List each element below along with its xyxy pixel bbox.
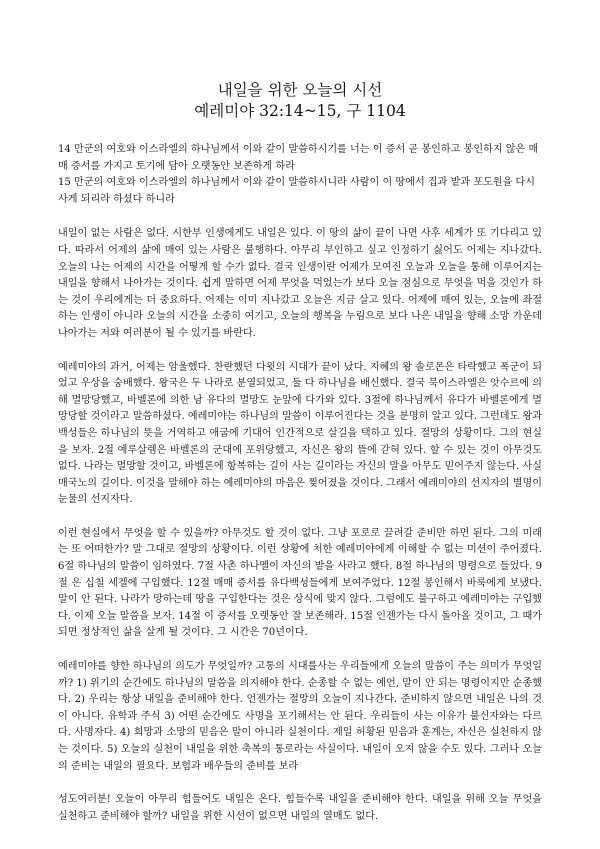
paragraph-5: 성도여러분! 오늘이 아무리 힘들어도 내일은 온다. 힘들수록 내일을 준비해야 한다. 내일을 위해 오늘 무엇을 실천하고 준비해야 할까? 내일을 위한 시선이 없으면 내일의 열매도 없다. <box>58 794 542 822</box>
paragraph-3: 이런 현실에서 무엇을 할 수 있을까? 아무것도 할 것이 없다. 그냥 포로로 끌려갈 준비만 하면 된다. 그의 미래는 또 어떠한가? 말 그대로 절망의 상황이다. 이런 상황에 처한 예레미야에게 이해할 수 없는 미션이 주어졌다. 6절 하나님의 말씀이 임하였다. 7절 사촌 하나멜이 자신의 밭을 사라고 했다. 8절 하나님의 명령으로 들었다. 9절 은 십칠 세겔에 구입했다. 12절 매매 증서를 유다백성들에게 보여주었다. 12절 봉인해서 바룩에게 보냈다. 말이 안 된다. 나라가 망하는데 땅을 구입한다는 것은 상식에 맞지 않다. 그럼에도 불구하고 예레미야는 구입했다. 이제 오늘 말씀을 보자. 14절 이 증서를 오랫동안 잘 보존해라. 15절 인젠가는 다시 돌아올 것이고, 그 때가 되면 정상적인 삶을 살게 될 것이다. 그 시간은 70년이다. <box>58 527 542 639</box>
paragraph-2: 예레미야의 과거, 어제는 암울했다. 찬란했던 다윗의 시대가 끝이 났다. 지혜의 왕 솔로몬은 타락했고 폭군이 되었고 우상을 숭배했다. 왕국은 두 나라로 분열되었고, 둘 다 하나님을 배신했다. 결국 북이스라엘은 앗수르에 의해 멸망당했고, 바벨론에 의한 남 유다의 멸망도 눈앞에 다가와 있다. 3절에 하나님께서 유다가 바벨론에게 멸망당할 것이라고 말씀하셨다. 예레미야는 하나님의 말씀이 이루어진다는 것을 분명히 알고 있다. 그런데도 왕과 백성들은 하나님의 뜻을 거역하고 애굽에 기대어 인간적으로 살길을 택하고 있다. 절망의 상황이다. 그의 현실을 보자. 2절 예루살렘은 바벨론의 군대에 포위당했고, 자신은 왕의 뜰에 갇혀 있다. 할 수 있는 것이 아무것도 없다. 나라는 멸망할 것이고, 바벨론에 항복하는 길이 사는 길이라는 자신의 말을 아무도 믿어주지 않는다. 사실 매국노의 길이다. 이것을 말해야 하는 예레미야의 마음은 찢어졌을 것이다. 그래서 예레미야의 선지자의 별명이 눈물의 선지자다. <box>58 361 542 506</box>
verse-14: 14 만군의 여호와 이스라엘의 하나님께서 이와 같이 말씀하시기를 너는 이 증서 곧 봉인하고 봉인하지 않은 매매 증서를 가지고 토기에 담아 오랫동안 보존하게 하라 <box>58 144 539 172</box>
scripture-reference: 예레미야 32:14~15, 구 1104 <box>194 102 406 120</box>
document-title: 내일을 위한 오늘의 시선 <box>217 81 383 99</box>
paragraph-4: 예레미야를 향한 하나님의 의도가 무엇일까? 고통의 시대를사는 우리들에게 오늘의 말씀이 주는 의미가 무엇일까? 1) 위기의 순간에도 하나님의 말씀을 의지해야 한다. 순종할 수 없는 예언, 말이 안 되는 명령이지만 순종했다. 2) 우리는 항상 내일을 준비해야 한다. 언젠가는 절망의 오늘이 지나간다. 준비하지 않으면 내일은 나의 것이 아니다. 유학과 주식 3) 어떤 순간에도 사명을 포기해서는 안 된다. 우리들이 사는 이유가 불신자와는 다르다. 사명자다. 4) 희망과 소망의 믿음은 말이 아니라 실천이다. 제일 허황된 믿음과 훈계는, 자신은 실천하지 않는 것이다. 5) 오늘의 실천이 내일을 위한 축복의 통로라는 사실이다. 내일이 오지 않을 수도 있다. 그러나 오늘의 준비는 내일의 필요다. 보험과 배우들의 준비를 보라 <box>58 661 542 772</box>
scripture-verses <box>58 142 542 208</box>
verse-15: 15 만군의 여호와 이스라엘의 하나님께서 이와 같이 말씀하시니라 사람이 이 땅에서 집과 밭과 포도원을 다시 사게 되리라 하셨다 하니라 <box>58 177 536 205</box>
paragraph-1: 내일이 없는 사람은 없다. 시한부 인생에게도 내일은 있다. 이 땅의 삶이 끝이 나면 사후 세계가 또 기다리고 있다. 따라서 어제의 삶에 매여 있는 사람은 불행하다. 아무리 부인하고 싶고 인정하기 싫어도 어제는 지나갔다. 오늘의 나는 어제의 시간을 어떻게 할 수가 없다. 결국 인생이란 어제가 모여진 오늘과 오늘을 통해 이루어지는 내일을 향해서 나아가는 것이다. 쉽게 말하면 어제 무엇을 먹었는가 보다 오늘 점심으로 무엇을 먹을 것인가 하는 것이 우리에게는 더 중요하다. 어제는 이미 지나갔고 오늘은 지금 살고 있다. 어제에 매여 있는, 오늘에 좌절하는 인생이 아니라 오늘의 시간을 소중히 여기고, 오늘의 행복을 누림으로 보다 나은 내일을 향해 소망 가운데 나아가는 저와 여러분이 될 수 있기를 바란다. <box>58 228 542 339</box>
